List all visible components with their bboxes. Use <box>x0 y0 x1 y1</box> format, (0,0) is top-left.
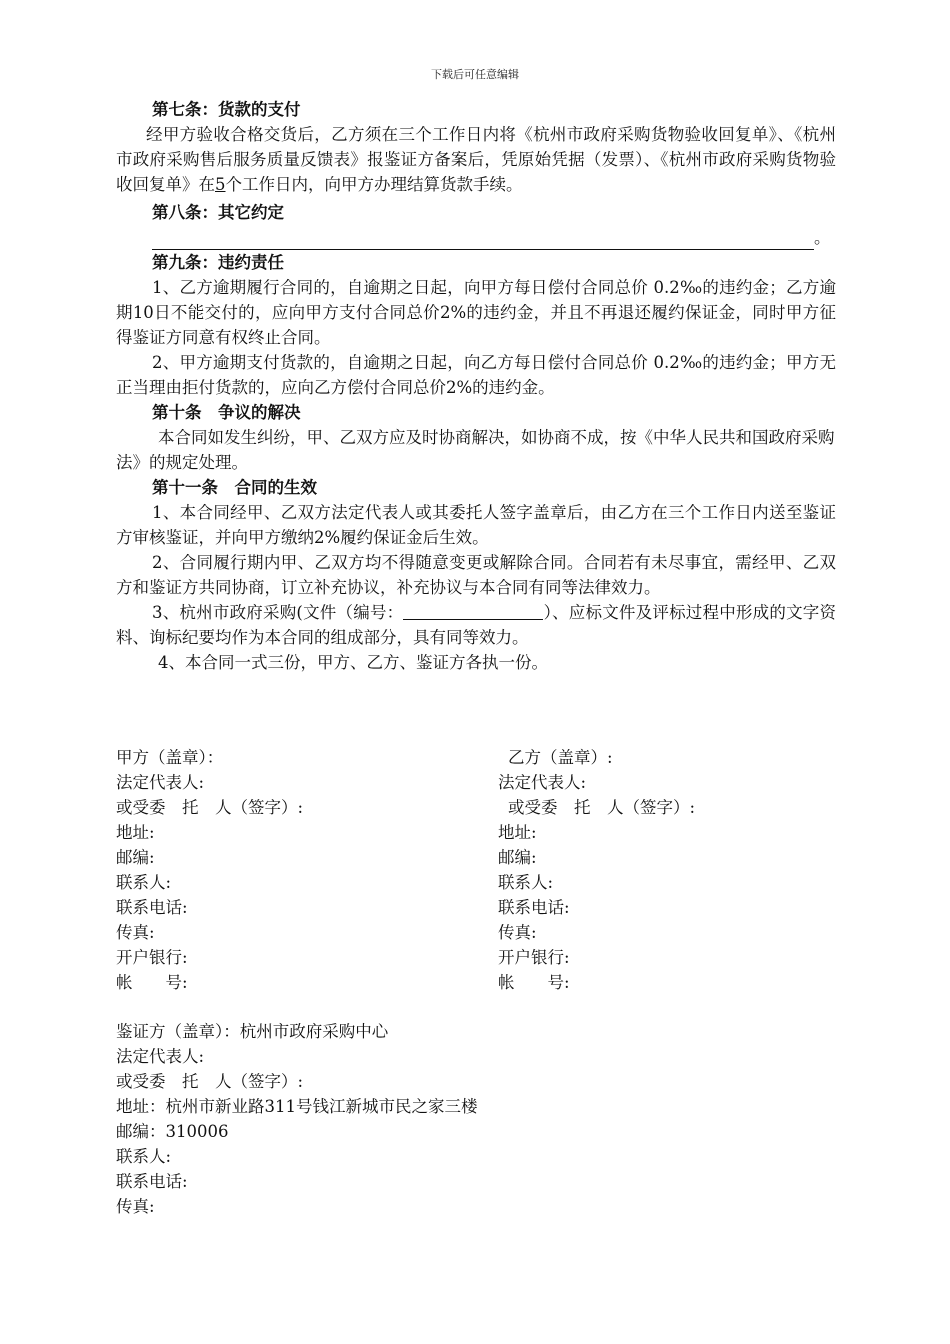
certifier-block <box>116 1019 836 1219</box>
article-10-paragraph: 本合同如发生纠纷，甲、乙双方应及时协商解决，如协商不成，按《中华人民共和国政府采购法》的规定处理。 <box>116 428 835 472</box>
article-11-clause-3-b: ）、应标文件及评标过程中形成的文字资料、询标纪要均作为本合同的组成部分，具有同等效力。 <box>116 603 837 647</box>
article-8-title: 第八条：其它约定 <box>152 203 284 222</box>
party-a-postcode: 邮编: <box>116 848 155 867</box>
party-a-phone: 联系电话: <box>116 898 188 917</box>
contract-body <box>116 97 836 675</box>
article-7-days: 5 <box>215 175 226 194</box>
party-a-address: 地址: <box>116 823 155 842</box>
article-8-period: 。 <box>814 228 831 247</box>
article-9-clause-2: 2、甲方逾期支付货款的，自逾期之日起，向乙方每日偿付合同总价 0.2‰的违约金；甲方无正当理由拒付货款的，应向乙方偿付合同总价2%的违约金。 <box>116 353 836 397</box>
party-a-account: 帐 号: <box>116 973 188 992</box>
party-a-agent: 或受委 托 人（签字）: <box>116 798 304 817</box>
certifier-contact: 联系人: <box>116 1147 172 1166</box>
party-b-contact: 联系人: <box>498 873 554 892</box>
party-b-phone: 联系电话: <box>498 898 570 917</box>
certifier-address: 地址：杭州市新业路311号钱江新城市民之家三楼 <box>116 1097 478 1116</box>
party-signature-block <box>116 745 836 995</box>
party-a-contact: 联系人: <box>116 873 172 892</box>
certifier-agent: 或受委 托 人（签字）: <box>116 1072 304 1091</box>
party-b-postcode: 邮编: <box>498 848 537 867</box>
article-11-clause-4: 4、本合同一式三份，甲方、乙方、鉴证方各执一份。 <box>158 653 548 672</box>
party-b-rep: 法定代表人: <box>498 773 587 792</box>
party-b-agent: 或受委 托 人（签字）: <box>508 798 696 817</box>
certifier-seal: 鉴证方（盖章）：杭州市政府采购中心 <box>116 1022 389 1041</box>
article-7-paragraph <box>116 122 836 197</box>
party-b-bank: 开户银行: <box>498 948 570 967</box>
article-11-title: 第十一条 合同的生效 <box>152 478 317 497</box>
party-a-seal: 甲方（盖章）： <box>116 748 224 767</box>
article-11-clause-2: 2、合同履行期内甲、乙双方均不得随意变更或解除合同。合同若有未尽事宜，需经甲、乙双方和鉴证方共同协商，订立补充协议，补充协议与本合同有同等法律效力。 <box>116 553 836 597</box>
article-7-text-b: 个工作日内，向甲方办理结算货款手续。 <box>225 175 523 194</box>
certifier-rep: 法定代表人: <box>116 1047 205 1066</box>
article-7-text-a: 经甲方验收合格交货后，乙方须在三个工作日内将《杭州市政府采购货物验收回复单》、《杭州市政府采购售后服务质量反馈表》报鉴证方备案后，凭原始凭据（发票）、《杭州市政府采购货物验收回复单》在 <box>116 125 836 194</box>
party-b-account: 帐 号: <box>498 973 570 992</box>
party-b-seal: 乙方（盖章）: <box>508 748 613 767</box>
article-9-title: 第九条：违约责任 <box>152 253 284 272</box>
article-11-clause-1: 1、本合同经甲、乙双方法定代表人或其委托人签字盖章后，由乙方在三个工作日内送至鉴证方审核鉴证，并向甲方缴纳2%履约保证金后生效。 <box>116 503 836 547</box>
article-11-clause-3-a: 3、杭州市政府采购(文件（编号： <box>152 603 404 622</box>
article-8-blank-line <box>116 225 836 250</box>
article-11-clause-3 <box>116 600 836 650</box>
article-7-title: 第七条：货款的支付 <box>152 100 301 119</box>
party-b-fax: 传真: <box>498 923 537 942</box>
article-9-clause-1: 1、乙方逾期履行合同的，自逾期之日起，向甲方每日偿付合同总价 0.2‰的违约金；乙方逾期10日不能交付的，应向甲方支付合同总价2%的违约金，并且不再退还履约保证金，同时甲方征得鉴证方同意有权终止合同。 <box>116 278 836 347</box>
page-header-note: 下载后可任意编辑 <box>431 68 519 81</box>
certifier-postcode: 邮编：310006 <box>116 1122 229 1141</box>
certifier-phone: 联系电话: <box>116 1172 188 1191</box>
certifier-fax: 传真: <box>116 1197 155 1216</box>
party-a-rep: 法定代表人: <box>116 773 205 792</box>
party-b-address: 地址: <box>498 823 537 842</box>
party-a-bank: 开户银行: <box>116 948 188 967</box>
party-a-fax: 传真: <box>116 923 155 942</box>
document-number-blank <box>403 603 543 620</box>
article-10-title: 第十条 争议的解决 <box>152 403 301 422</box>
blank-underline <box>152 231 814 250</box>
